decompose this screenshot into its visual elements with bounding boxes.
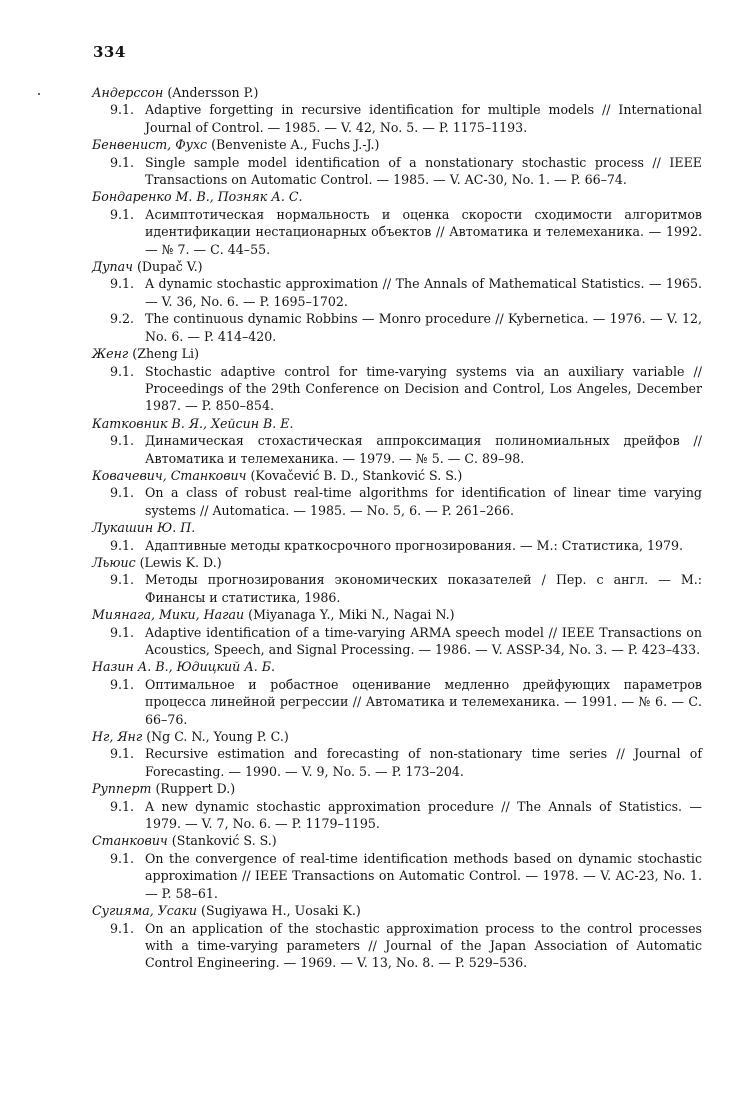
reference-number: 9.2. [110,311,135,327]
author-line [92,467,702,484]
author-line [92,780,702,797]
author-name-russian: Льюис [92,554,136,570]
author-name-latin: (Miyanaga Y., Miki N., Nagai N.) [248,607,455,623]
bib-group [92,415,702,467]
reference-entry [92,101,702,136]
reference-number: 9.1. [110,920,135,936]
reference-text: Single sample model identification of a nonstationary stochastic process // IEEE Transactions on Automatic Control. — 1985. — V. AC-30, No. 1. — P. 66–74. [145,154,702,188]
scan-speck [38,93,40,95]
reference-number: 9.1. [110,102,135,118]
author-line [92,136,702,153]
reference-number: 9.1. [110,798,135,814]
reference-number: 9.1. [110,537,135,553]
author-name-russian: Женг [92,346,129,362]
reference-number: 9.1. [110,485,135,501]
author-name-latin: (Andersson P.) [167,85,259,100]
author-line [92,658,702,675]
bib-group [92,345,702,415]
reference-text: Асимптотическая нормальность и оценка скорости сходимости алгоритмов идентификации нестационарных объектов // Автоматика и телемеханика. — 1992. — № 7. — С. 44–55. [145,206,702,257]
author-name-russian: Лукашин Ю. П. [92,520,196,536]
author-name-russian: Андерссон [92,85,164,100]
author-name-latin: (Ruppert D.) [155,781,236,797]
reference-entry [92,745,702,780]
reference-text: Методы прогнозирования экономических показателей / Пер. с англ. — М.: Финансы и статистика, 1986. [145,572,702,605]
reference-text: On the convergence of real-time identification methods based on dynamic stochastic approximation // IEEE Transactions on Automatic Control. — 1978. — V. AC-23, No. 1. — P. 58–61. [145,850,702,901]
reference-number: 9.1. [110,206,135,222]
bib-group [92,519,702,554]
reference-text: Адаптивные методы краткосрочного прогнозирования. — М.: Статистика, 1979. [145,537,684,553]
author-line [92,415,702,432]
author-name-russian: Бондаренко М. В., Позняк А. С. [92,189,303,205]
page-number: 334 [93,43,126,61]
author-name-russian: Дупач [92,259,133,275]
reference-text: Adaptive identification of a time-varying ARMA speech model // IEEE Transactions on Acoustics, Speech, and Signal Processing. — 1986. — V. ASSP-34, No. 3. — P. 423–433. [145,624,702,657]
author-name-latin: (Sugiyawa H., Uosaki K.) [201,903,361,919]
bib-group [92,554,702,606]
author-name-latin: (Benveniste A., Fuchs J.-J.) [211,137,380,153]
reference-entry [92,206,702,258]
author-name-russian: Бенвенист, Фухс [92,137,208,153]
author-name-latin: (Stanković S. S.) [171,833,277,849]
reference-entry [92,154,702,189]
author-name-russian: Назин А. В., Юдицкий А. Б. [92,659,276,675]
author-name-russian: Сугияма, Усаки [92,903,198,919]
reference-number: 9.1. [110,363,135,379]
author-line [92,606,702,623]
author-name-latin: (Lewis K. D.) [139,554,222,570]
reference-text: A new dynamic stochastic approximation procedure // The Annals of Statistics. — 1979. — V. 7, No. 6. — P. 1179–1195. [145,798,702,832]
bib-group [92,84,702,136]
reference-text: Stochastic adaptive control for time-varying systems via an auxiliary variable // Proceedings of the 29th Conference on Decision and Control, Los Angeles, December 1987. — P. 850–854. [145,363,702,414]
reference-text: Динамическая стохастическая аппроксимация полиномиальных дрейфов // Автоматика и телемеханика. — 1979. — № 5. — С. 89–98. [145,433,702,466]
author-name-russian: Рупперт [92,781,152,797]
bibliography-list [92,84,702,972]
author-name-latin: (Kovačević B. D., Stanković S. S.) [250,467,463,483]
author-name-russian: Нг, Янг [92,729,143,745]
reference-entry [92,850,702,902]
reference-text: Adaptive forgetting in recursive identification for multiple models // International Journal of Control. — 1985. — V. 42, No. 5. — P. 1175–1193. [145,102,702,135]
bib-group [92,136,702,188]
reference-entry [92,676,702,728]
bib-group [92,832,702,902]
reference-entry [92,432,702,467]
author-line [92,728,702,745]
reference-number: 9.1. [110,572,135,588]
reference-entry [92,310,702,345]
reference-number: 9.1. [110,154,135,170]
reference-entry [92,275,702,310]
author-line [92,832,702,849]
reference-text: The continuous dynamic Robbins — Monro procedure // Kybernetica. — 1976. — V. 12, No. 6. — P. 414–420. [145,311,702,344]
bib-group [92,188,702,258]
reference-text: On a class of robust real-time algorithms for identification of linear time varying systems // Automatica. — 1985. — No. 5, 6. — P. 261–266. [145,485,702,518]
author-line [92,258,702,275]
author-name-latin: (Zheng Li) [132,346,199,362]
author-line [92,519,702,536]
bib-group [92,728,702,780]
author-name-russian: Станкович [92,833,168,849]
reference-entry [92,571,702,606]
author-name-russian: Миянага, Мики, Нагаи [92,607,245,623]
reference-entry [92,624,702,659]
reference-number: 9.1. [110,850,135,866]
reference-entry [92,920,702,972]
reference-entry [92,537,702,554]
author-name-russian: Катковник В. Я., Хейсин В. Е. [92,415,294,431]
reference-entry [92,484,702,519]
reference-number: 9.1. [110,433,135,449]
author-name-russian: Ковачевич, Станкович [92,467,247,483]
reference-number: 9.1. [110,746,135,762]
bib-group [92,658,702,728]
reference-number: 9.1. [110,624,135,640]
bib-group [92,780,702,832]
bib-group [92,467,702,519]
author-line [92,902,702,919]
reference-text: A dynamic stochastic approximation // The Annals of Mathematical Statistics. — 1965. — V. 36, No. 6. — P. 1695–1702. [145,276,702,309]
reference-text: Recursive estimation and forecasting of non-stationary time series // Journal of Forecasting. — 1990. — V. 9, No. 5. — P. 173–204. [145,746,702,779]
author-line [92,554,702,571]
reference-entry [92,798,702,833]
author-line [92,84,702,101]
bib-group [92,606,702,658]
author-name-latin: (Dupač V.) [137,259,203,275]
author-line [92,345,702,362]
reference-number: 9.1. [110,276,135,292]
reference-entry [92,363,702,415]
reference-text: Оптимальное и робастное оценивание медленно дрейфующих параметров процесса линейной регрессии // Автоматика и телемеханика. — 1991. — № 6. — С. 66–76. [145,676,702,727]
reference-text: On an application of the stochastic approximation process to the control processes with a time-varying parameters // Journal of the Japan Association of Automatic Control Engineering. — 1969. — V. 13, No. 8. — P. 529–536. [145,920,702,971]
author-line [92,188,702,205]
bib-group [92,258,702,345]
bib-group [92,902,702,972]
reference-number: 9.1. [110,676,135,692]
author-name-latin: (Ng C. N., Young P. C.) [146,729,289,745]
